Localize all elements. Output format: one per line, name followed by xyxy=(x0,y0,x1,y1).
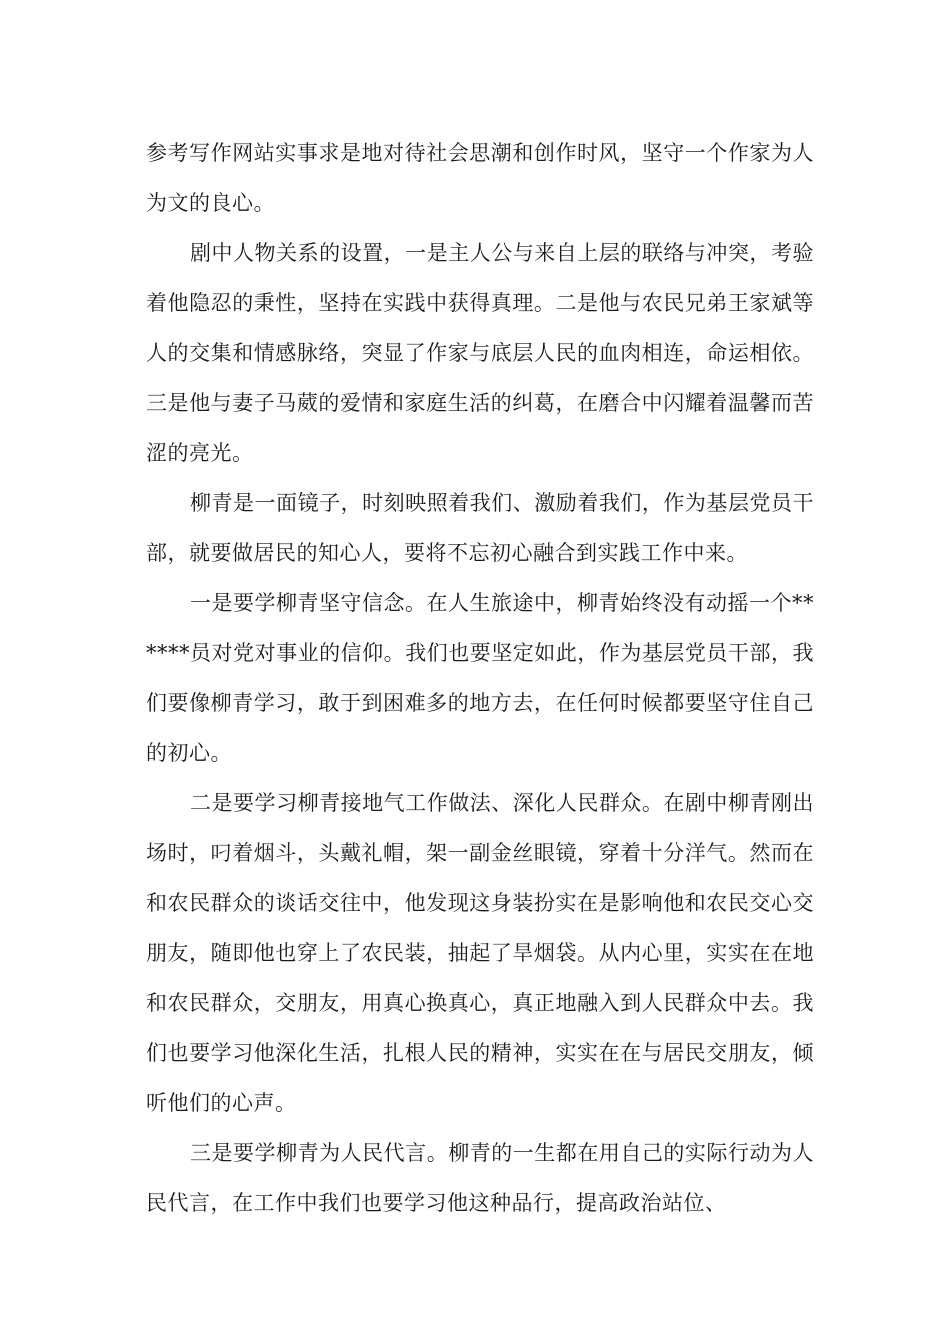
paragraph-1: 参考写作网站实事求是地对待社会思潮和创作时风，坚守一个作家为人为文的良心。 xyxy=(146,141,814,215)
document-body xyxy=(146,128,814,1228)
paragraph-6: 三是要学柳青为人民代言。柳青的一生都在用自己的实际行动为人民代言，在工作中我们也要学习他这种品行，提高政治站位、 xyxy=(146,1141,814,1215)
paragraph-3: 柳青是一面镜子，时刻映照着我们、激励着我们，作为基层党员干部，就要做居民的知心人，要将不忘初心融合到实践工作中来。 xyxy=(146,491,814,565)
paragraph-2: 剧中人物关系的设置，一是主人公与来自上层的联络与冲突，考验着他隐忍的秉性，坚持在实践中获得真理。二是他与农民兄弟王家斌等人的交集和情感脉络，突显了作家与底层人民的血肉相连，命运相依。三是他与妻子马葳的爱情和家庭生活的纠葛，在磨合中闪耀着温馨而苦涩的亮光。 xyxy=(146,241,814,465)
paragraph-4: 一是要学柳青坚守信念。在人生旅途中，柳青始终没有动摇一个******员对党对事业的信仰。我们也要坚定如此，作为基层党员干部，我们要像柳青学习，敢于到困难多的地方去，在任何时候都要坚守住自己的初心。 xyxy=(146,591,814,765)
paragraph-5: 二是要学习柳青接地气工作做法、深化人民群众。在剧中柳青刚出场时，叼着烟斗，头戴礼帽，架一副金丝眼镜，穿着十分洋气。然而在和农民群众的谈话交往中，他发现这身装扮实在是影响他和农民交心交朋友，随即他也穿上了农民装，抽起了旱烟袋。从内心里，实实在在地和农民群众，交朋友，用真心换真心，真正地融入到人民群众中去。我们也要学习他深化生活，扎根人民的精神，实实在在与居民交朋友，倾听他们的心声。 xyxy=(146,791,814,1115)
